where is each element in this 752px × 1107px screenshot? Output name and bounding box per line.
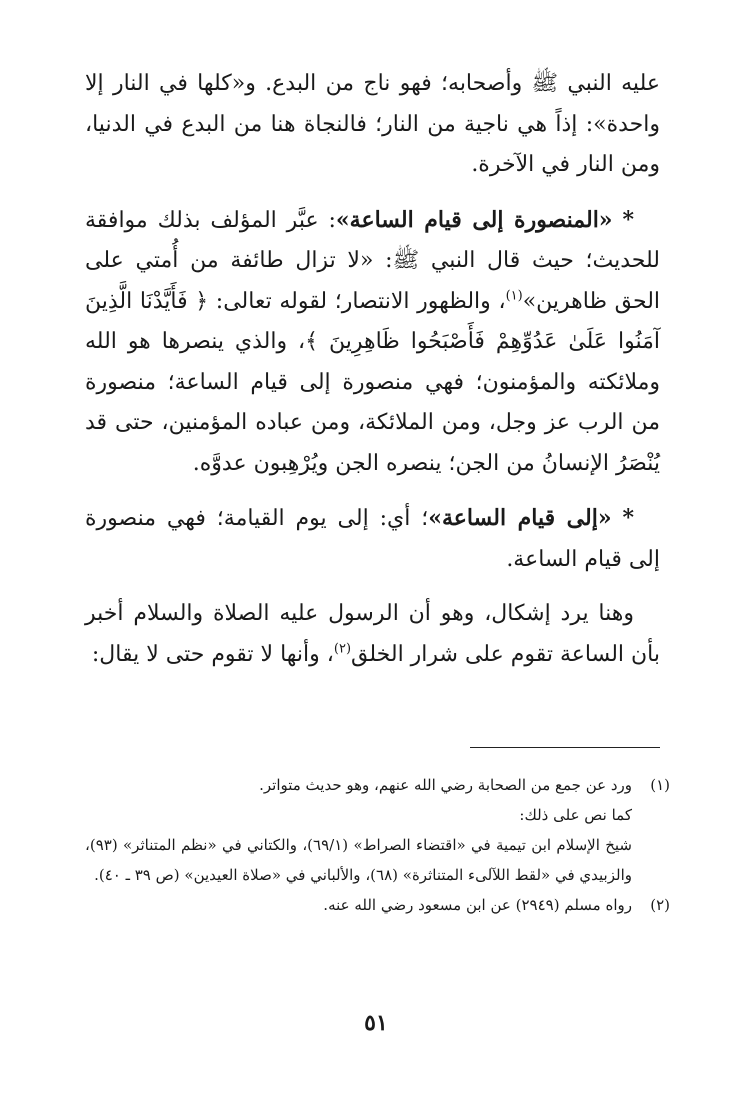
- footnote-1-line-3: شيخ الإسلام ابن تيمية في «اقتضاء الصراط» (٦٩/١)، والكتاني في «نظم المتناثر» (٩٣)، والزبيدي في «لقط اللآلىء المتناثرة» (٦٨)، والألباني في «صلاة العيدين» (ص ٣٩ ـ ٤٠).: [85, 836, 632, 884]
- footnote-ref-2[interactable]: (٢): [333, 641, 352, 657]
- paragraph-4-text-a: وهنا يرد إشكال، وهو أن الرسول عليه الصلاة والسلام أخبر بأن الساعة تقوم على شرار الخلق: [85, 601, 660, 667]
- footnote-2-number: (٢): [650, 896, 670, 914]
- paragraph-3-heading: «إلى قيام الساعة»: [428, 505, 612, 531]
- footnote-2-line-1: رواه مسلم (٢٩٤٩) عن ابن مسعود رضي الله عنه.: [323, 896, 632, 914]
- paragraph-2-text-a: : عبَّر المؤلف بذلك موافقة للحديث؛ حيث قال النبي ﷺ: «لا تزال طائفة من أُمتي على الحق ظاهرين»: [85, 207, 661, 314]
- paragraph-2: [85, 200, 660, 485]
- footnote-2: [85, 890, 670, 920]
- footnote-1: [85, 770, 670, 890]
- footnote-1-body: [85, 770, 632, 890]
- paragraph-1-text: عليه النبي ﷺ وأصحابه؛ فهو ناج من البدع. و«كلها في النار إلا واحدة»: إذاً هي ناجية من النار؛ فالنجاة هنا من البدع في الدنيا، ومن النار في الآخرة.: [85, 71, 660, 177]
- footnote-1-number: (١): [650, 776, 670, 794]
- page-number: ٥١: [364, 1010, 388, 1036]
- paragraph-4-text-b: ، وأنها لا تقوم حتى لا يقال:: [91, 641, 334, 667]
- paragraph-2-heading: «المنصورة إلى قيام الساعة»: [335, 206, 613, 233]
- footnote-1-line-2: كما نص على ذلك:: [519, 806, 632, 824]
- footnote-2-body: [85, 890, 632, 920]
- paragraph-2-text-b: ، والظهور الانتصار؛ لقوله تعالى: ﴿ فَأَيَّدْنَا الَّذِينَ آمَنُوا عَلَىٰ عَدُوِّهِمْ فَأَصْبَحُوا ظَاهِرِينَ ﴾، والذي ينصرها هو الله وملائكته والمؤمنون؛ فهي منصورة إلى قيام الساعة؛ منصورة من الرب عز وجل، ومن الملائكة، ومن عباده المؤمنين، حتى قد يُنْصَرُ الإنسانُ من الجن؛ ينصره الجن ويُرْهِبون عدوَّه.: [85, 288, 660, 476]
- paragraph-3: [85, 498, 660, 580]
- paragraph-1: [85, 64, 660, 186]
- footnote-ref-1[interactable]: (١): [505, 288, 523, 304]
- paragraph-4: [85, 594, 660, 675]
- bullet-star: *: [622, 206, 634, 233]
- bullet-star: *: [622, 505, 634, 531]
- paragraph-3-text: ؛ أي: إلى يوم القيامة؛ فهي منصورة إلى قيام الساعة.: [85, 506, 660, 572]
- footnote-1-line-1: ورد عن جمع من الصحابة رضي الله عنهم، وهو حديث متواتر.: [259, 776, 632, 794]
- main-text: [85, 64, 660, 675]
- footnotes: [85, 770, 670, 920]
- footnote-separator: [470, 747, 660, 748]
